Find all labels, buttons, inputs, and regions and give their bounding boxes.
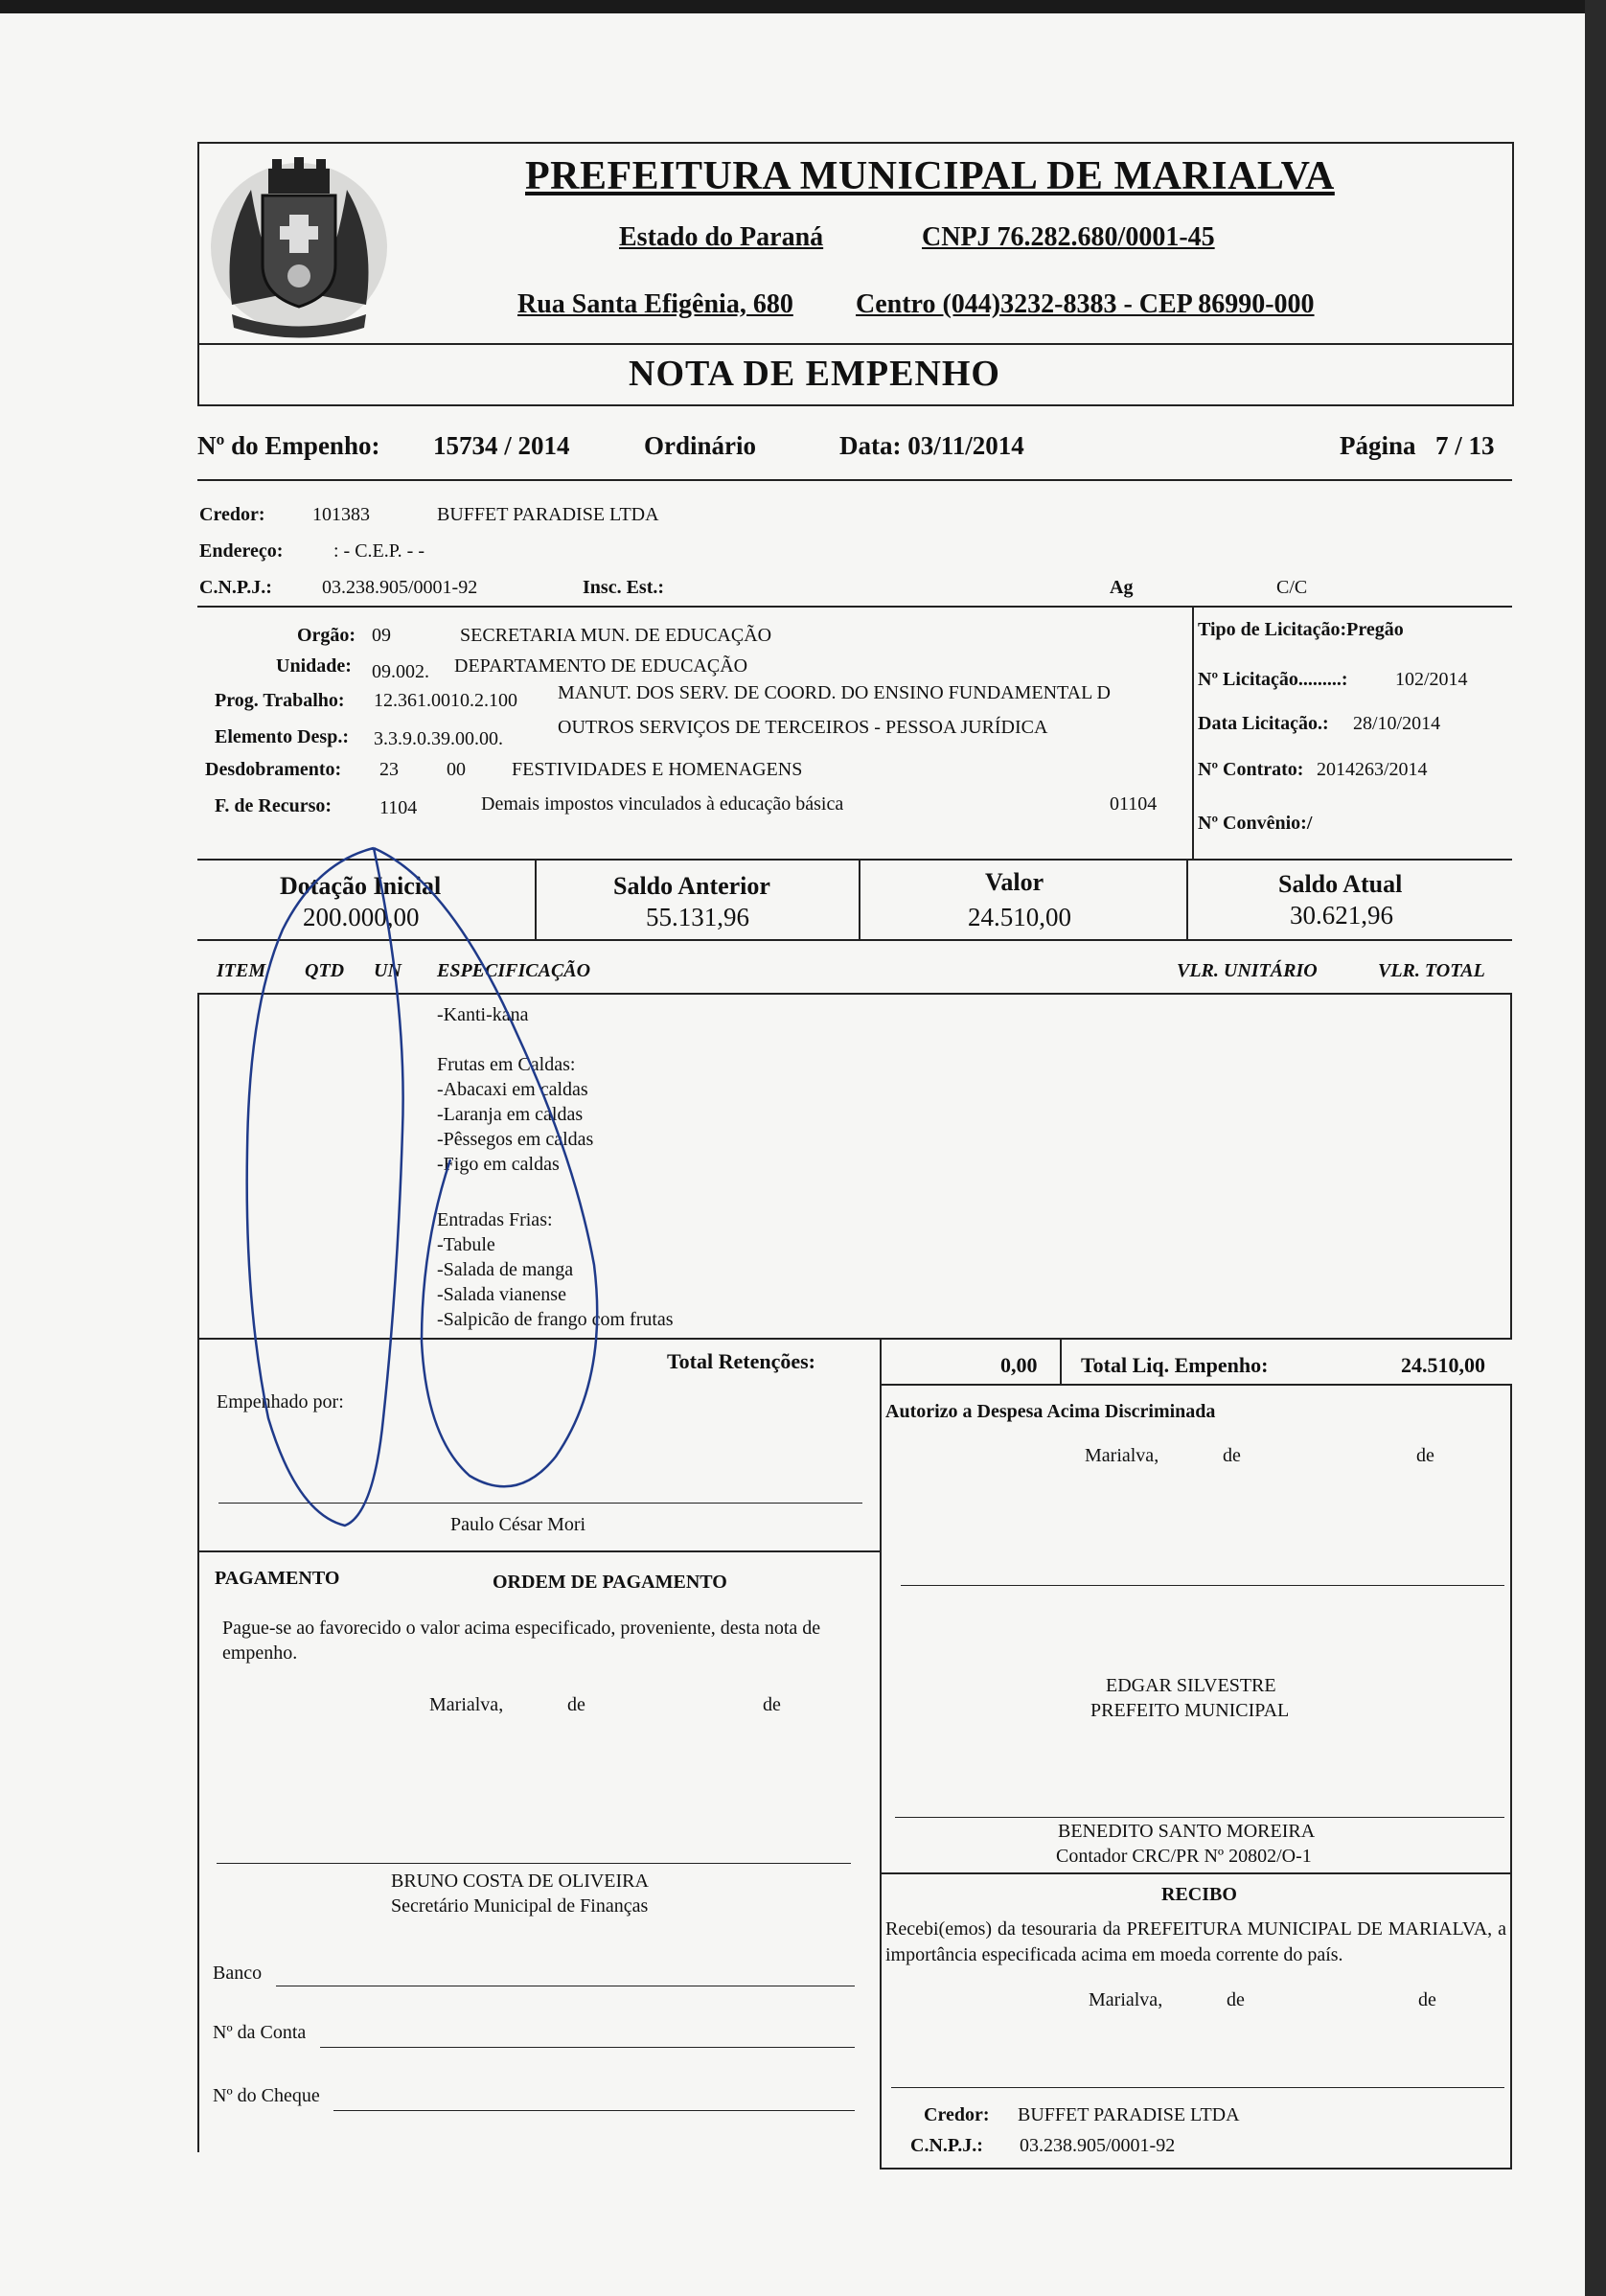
divider <box>197 479 1512 481</box>
spec-line: -Laranja em caldas <box>437 1104 584 1125</box>
district-phone-label: Centro (044)3232-8383 - CEP 86990-000 <box>856 289 1315 319</box>
signature-line <box>891 2087 1504 2088</box>
recibo-place: Marialva, <box>1089 1989 1163 2010</box>
pagamento-label: PAGAMENTO <box>215 1568 340 1589</box>
prefeito-role: PREFEITO MUNICIPAL <box>1090 1700 1290 1721</box>
empenho-date: Data: 03/11/2014 <box>839 431 1024 460</box>
rec-name: Demais impostos vinculados à educação básica <box>481 793 844 815</box>
total-retencoes-label: Total Retenções: <box>667 1349 815 1373</box>
spec-line: -Salada de manga <box>437 1259 574 1280</box>
data-licitacao-label: Data Licitação.: <box>1198 713 1329 734</box>
spec-line: -Pêssegos em caldas <box>437 1129 594 1150</box>
credor-name: BUFFET PARADISE LTDA <box>437 504 659 525</box>
scan-right-edge <box>1585 0 1606 2296</box>
contador-role: Contador CRC/PR Nº 20802/O-1 <box>1056 1846 1312 1867</box>
rec-label: F. de Recurso: <box>215 795 333 816</box>
total-retencoes-value: 0,00 <box>1000 1353 1038 1377</box>
contrato: 2014263/2014 <box>1317 759 1428 780</box>
num-licitacao: 102/2014 <box>1395 669 1468 690</box>
state-label: Estado do Paraná <box>619 222 824 252</box>
data-licitacao: 28/10/2014 <box>1353 713 1441 734</box>
recibo-cnpj-label: C.N.P.J.: <box>910 2135 983 2156</box>
empenho-number-label: Nº do Empenho: <box>197 431 380 460</box>
desd-name: FESTIVIDADES E HOMENAGENS <box>512 759 803 780</box>
conta-field[interactable] <box>320 2047 855 2048</box>
spec-line: -Figo em caldas <box>437 1154 560 1175</box>
elem-label: Elemento Desp.: <box>215 726 349 747</box>
recibo-credor: BUFFET PARADISE LTDA <box>1018 2104 1240 2125</box>
total-liq-label: Total Liq. Empenho: <box>1081 1353 1269 1377</box>
empenho-type: Ordinário <box>644 431 757 460</box>
desd-label: Desdobramento: <box>205 759 342 780</box>
recibo-text: Recebi(emos) da tesouraria da PREFEITURA MUNICIPAL DE MARIALVA, a importância especificada acima em moeda corrente do país. <box>885 1918 1506 1965</box>
rec-code: 1104 <box>379 797 418 818</box>
col-vlr-unit: VLR. UNITÁRIO <box>1177 960 1318 981</box>
signature-line <box>217 1863 851 1864</box>
secretario-role: Secretário Municipal de Finanças <box>391 1895 649 1917</box>
elem-code: 3.3.9.0.39.00.00. <box>374 728 503 749</box>
prog-label: Prog. Trabalho: <box>215 690 345 711</box>
rec-num: 01104 <box>1110 793 1158 815</box>
col-spec: ESPECIFICAÇÃO <box>437 960 591 981</box>
orgao-label: Orgão: <box>297 625 356 646</box>
tipo-licitacao: Tipo de Licitação:Pregão <box>1198 619 1404 640</box>
secretario-name: BRUNO COSTA DE OLIVEIRA <box>391 1871 649 1892</box>
cheque-field[interactable] <box>333 2110 855 2111</box>
signature-line <box>901 1585 1504 1586</box>
empenhado-signer: Paulo César Mori <box>450 1514 586 1535</box>
saldo-anterior-value: 55.131,96 <box>646 903 749 931</box>
desd-sub: 00 <box>447 759 466 780</box>
autorizo-de1: de <box>1223 1445 1241 1466</box>
spec-line: -Tabule <box>437 1234 495 1255</box>
col-un: UN <box>374 960 402 981</box>
pagamento-place: Marialva, <box>429 1694 504 1715</box>
empenho-number: 15734 / 2014 <box>433 431 570 460</box>
contador-name: BENEDITO SANTO MOREIRA <box>1058 1821 1316 1842</box>
saldo-atual-label: Saldo Atual <box>1278 870 1403 898</box>
recibo-cnpj: 03.238.905/0001-92 <box>1020 2135 1176 2156</box>
ordem-pagamento-label: ORDEM DE PAGAMENTO <box>493 1572 727 1593</box>
prog-code: 12.361.0010.2.100 <box>374 690 517 711</box>
pagamento-text: Pague-se ao favorecido o valor acima especificado, proveniente, desta nota de empenho. <box>222 1618 821 1664</box>
divider <box>880 1384 1512 1386</box>
total-liq-value: 24.510,00 <box>1401 1353 1485 1377</box>
divider <box>880 2168 1512 2170</box>
cnpj-label: CNPJ 76.282.680/0001-45 <box>922 222 1215 252</box>
signature-line <box>895 1817 1504 1818</box>
spec-line: -Salada vianense <box>437 1284 566 1305</box>
autorizo-place: Marialva, <box>1085 1445 1159 1466</box>
autorizo-label: Autorizo a Despesa Acima Discriminada <box>885 1401 1216 1422</box>
scan-top-edge <box>0 0 1606 13</box>
elem-name: OUTROS SERVIÇOS DE TERCEIROS - PESSOA JURÍDICA <box>558 717 1048 738</box>
desd-code: 23 <box>379 759 399 780</box>
saldo-anterior-label: Saldo Anterior <box>613 872 770 900</box>
valor-value: 24.510,00 <box>968 903 1071 931</box>
unidade-code: 09.002. <box>372 661 429 682</box>
cnpj-field-label: C.N.P.J.: <box>199 577 272 598</box>
divider <box>197 606 1512 608</box>
contrato-label: Nº Contrato: <box>1198 759 1304 780</box>
spec-line: Frutas em Caldas: <box>437 1054 576 1075</box>
col-vlr-total: VLR. TOTAL <box>1378 960 1485 981</box>
cheque-label: Nº do Cheque <box>213 2085 320 2106</box>
recibo-title: RECIBO <box>1161 1884 1237 1905</box>
unidade-name: DEPARTAMENTO DE EDUCAÇÃO <box>454 655 748 677</box>
spec-line: -Kanti-kana <box>437 1004 529 1025</box>
spec-line: -Abacaxi em caldas <box>437 1079 588 1100</box>
valor-label: Valor <box>985 868 1044 896</box>
recibo-de2: de <box>1418 1989 1436 2010</box>
banco-label: Banco <box>213 1963 263 1984</box>
divider <box>880 1384 882 2170</box>
divider <box>1060 1338 1062 1384</box>
divider <box>1510 1384 1512 2170</box>
pagamento-de1: de <box>567 1694 585 1715</box>
unidade-label: Unidade: <box>276 655 352 677</box>
convenio: Nº Convênio:/ <box>1198 813 1313 834</box>
num-licitacao-label: Nº Licitação.........: <box>1198 669 1348 690</box>
dotacao-label: Dotação Inicial <box>280 872 442 900</box>
ag-label: Ag <box>1110 577 1134 598</box>
orgao-code: 09 <box>372 625 391 646</box>
divider <box>880 1872 1512 1874</box>
pagamento-de2: de <box>763 1694 781 1715</box>
credor-label: Credor: <box>199 504 265 525</box>
conta-label: Nº da Conta <box>213 2022 307 2043</box>
dotacao-value: 200.000,00 <box>303 903 420 931</box>
saldo-atual-value: 30.621,96 <box>1290 901 1393 930</box>
orgao-name: SECRETARIA MUN. DE EDUCAÇÃO <box>460 625 772 646</box>
cc-label: C/C <box>1276 577 1308 598</box>
page-number: 7 / 13 <box>1435 431 1495 460</box>
header-divider <box>197 343 1512 345</box>
address-label-field: Endereço: <box>199 540 284 562</box>
recibo-de1: de <box>1227 1989 1245 2010</box>
spec-line: -Salpicão de frango com frutas <box>437 1309 674 1330</box>
insc-label: Insc. Est.: <box>583 577 665 598</box>
divider <box>1186 859 1188 941</box>
credor-code: 101383 <box>312 504 370 525</box>
credor-address: : - C.E.P. - - <box>333 540 424 562</box>
prefeito-name: EDGAR SILVESTRE <box>1106 1675 1276 1696</box>
autorizo-de2: de <box>1416 1445 1434 1466</box>
divider <box>197 1338 199 2152</box>
prefeitura-title: PREFEITURA MUNICIPAL DE MARIALVA <box>525 154 1335 198</box>
empenhado-label: Empenhado por: <box>217 1391 344 1412</box>
col-qtd: QTD <box>305 960 345 981</box>
col-item: ITEM <box>217 960 266 981</box>
divider <box>1510 993 1512 1338</box>
page-label: Página <box>1340 431 1416 460</box>
divider <box>880 1338 882 1384</box>
coat-of-arms-logo <box>203 151 395 343</box>
divider <box>1192 606 1194 861</box>
credor-cnpj: 03.238.905/0001-92 <box>322 577 478 598</box>
document-title: NOTA DE EMPENHO <box>629 354 1000 394</box>
divider <box>859 859 860 941</box>
prog-name: MANUT. DOS SERV. DE COORD. DO ENSINO FUNDAMENTAL D <box>558 682 1112 703</box>
handwritten-loop-mark <box>230 843 690 1552</box>
divider <box>197 993 199 1338</box>
address-label: Rua Santa Efigênia, 680 <box>517 289 793 319</box>
spec-line: Entradas Frias: <box>437 1209 553 1230</box>
recibo-credor-label: Credor: <box>924 2104 990 2125</box>
